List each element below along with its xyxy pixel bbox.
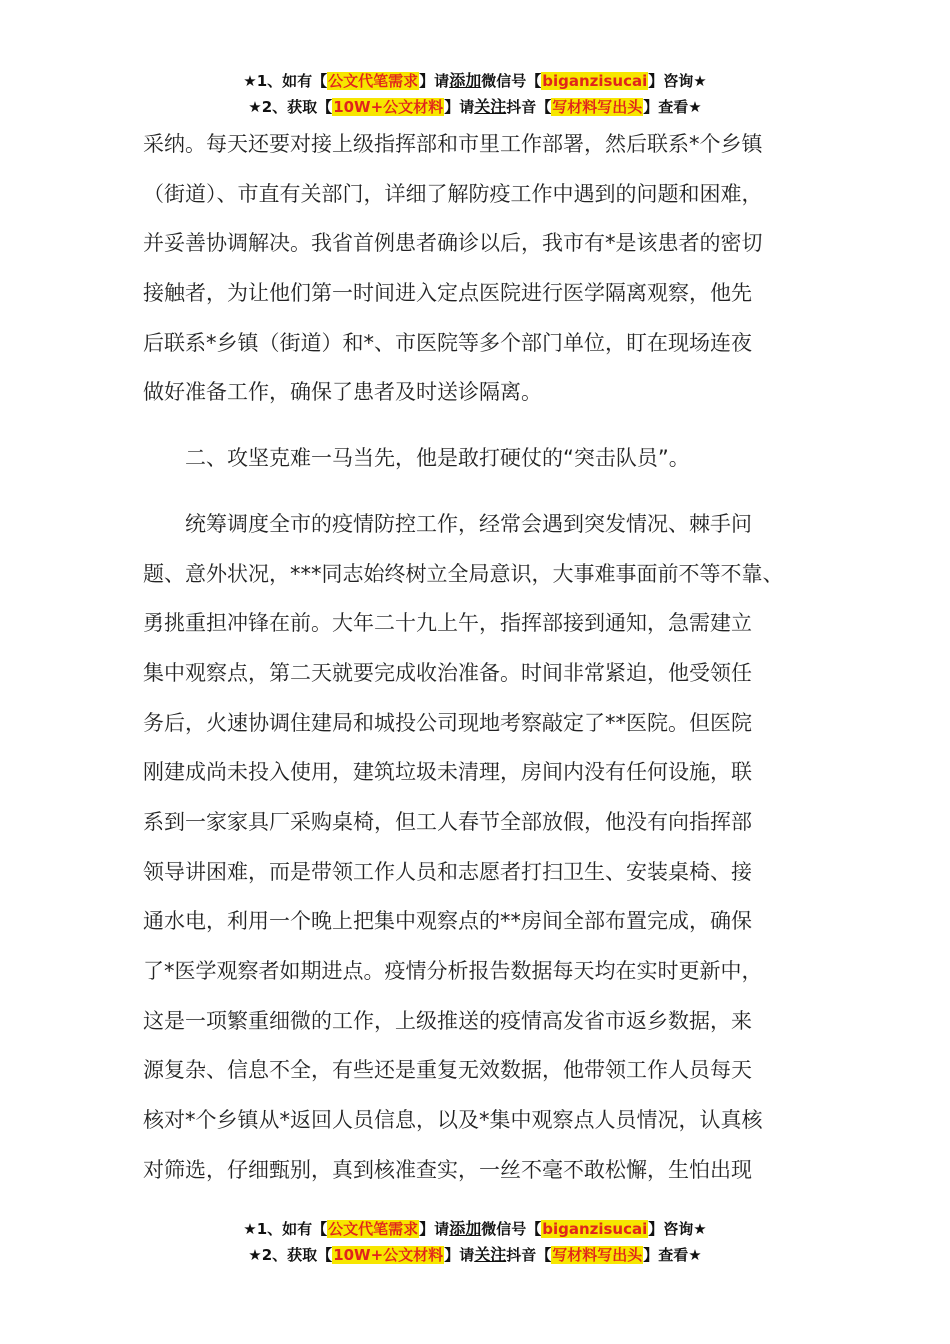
footer-highlight-service: 公文代笔需求 xyxy=(328,1220,419,1238)
text-line: 了*医学观察者如期进点。疫情分析报告数据每天均在实时更新中， xyxy=(143,959,763,983)
header-line-1 xyxy=(0,68,950,94)
text-line: 题、意外状况，***同志始终树立全局意识，大事难事面前不等不靠、 xyxy=(143,561,784,586)
text-line: 刚建成尚未投入使用，建筑垃圾未清理，房间内没有任何设施，联 xyxy=(143,760,752,785)
text-line: 统筹调度全市的疫情防控工作，经常会遇到突发情况、棘手问 xyxy=(143,511,752,536)
text-line: 通水电，利用一个晚上把集中观察点的**房间全部布置完成，确保 xyxy=(143,909,752,934)
footer-line-2-text: 】请 xyxy=(444,1246,475,1264)
footer-highlight-douyin: 写材料写出头 xyxy=(552,1246,643,1264)
footer-line-1-text: 微信号【 xyxy=(481,1220,542,1238)
header-line-2 xyxy=(0,94,950,120)
text-line: 核对*个乡镇从*返回人员信息，以及*集中观察点人员情况，认真核 xyxy=(143,1108,763,1133)
text-line: 源复杂、信息不全，有些还是重复无效数据，他带领工作人员每天 xyxy=(143,1058,752,1083)
text-line: 这是一项繁重细微的工作，上级推送的疫情高发省市返乡数据，来 xyxy=(143,1008,752,1033)
text-line: 对筛选，仔细甄别，真到核准查实，一丝不毫不敢松懈，生怕出现 xyxy=(143,1157,752,1182)
text-line: 并妥善协调解决。我省首例患者确诊以后，我市有*是该患者的密切 xyxy=(143,231,763,256)
header-line-1-text: ★1、如有【 xyxy=(243,72,328,90)
paragraph-1 xyxy=(143,120,819,418)
section-heading: 二、攻坚克难一马当先，他是敢打硬仗的“突击队员”。 xyxy=(143,446,690,471)
footer-line-1-text: ★1、如有【 xyxy=(243,1220,328,1238)
text-line: 采纳。每天还要对接上级指挥部和市里工作部署，然后联系*个乡镇 xyxy=(143,132,763,156)
text-line: 集中观察点，第二天就要完成收治准备。时间非常紧迫，他受领任 xyxy=(143,660,752,685)
footer-line-1 xyxy=(0,1216,950,1242)
header-line-1-text: 】咨询★ xyxy=(648,72,707,90)
text-line: 领导讲困难，而是带领工作人员和志愿者打扫卫生、安装桌椅、接 xyxy=(143,859,752,884)
text-line: 做好准备工作，确保了患者及时送诊隔离。 xyxy=(143,380,542,405)
header-line-1-text: 微信号【 xyxy=(481,72,542,90)
header-line-2-text: ★2、获取【 xyxy=(248,98,333,116)
footer-underline-add: 添加 xyxy=(449,1219,482,1238)
footer-line-2 xyxy=(0,1242,950,1268)
header-underline-add: 添加 xyxy=(449,71,482,90)
footer-line-2-text: ★2、获取【 xyxy=(248,1246,333,1264)
footer-line-2-text: 抖音【 xyxy=(506,1246,552,1264)
header-line-1-text: 】请 xyxy=(419,72,450,90)
text-line: 勇挑重担冲锋在前。大年二十九上午，指挥部接到通知，急需建立 xyxy=(143,611,752,636)
header-underline-follow: 关注 xyxy=(474,97,507,116)
paragraph-gap xyxy=(143,418,819,434)
header-highlight-wechat-id: biganzisucai xyxy=(542,72,648,90)
footer-line-1-text: 】咨询★ xyxy=(648,1220,707,1238)
header-line-2-text: 】请 xyxy=(444,98,475,116)
header-highlight-douyin: 写材料写出头 xyxy=(552,98,643,116)
footer-highlight-wechat-id: biganzisucai xyxy=(542,1220,648,1238)
footer-highlight-materials: 10W+公文材料 xyxy=(333,1246,444,1264)
header-highlight-materials: 10W+公文材料 xyxy=(333,98,444,116)
text-line: 接触者，为让他们第一时间进入定点医院进行医学隔离观察，他先 xyxy=(143,281,752,306)
text-line: 后联系*乡镇（街道）和*、市医院等多个部门单位，盯在现场连夜 xyxy=(143,330,752,355)
header-highlight-service: 公文代笔需求 xyxy=(328,72,419,90)
footer-line-1-text: 】请 xyxy=(419,1220,450,1238)
footer-banner xyxy=(0,1216,950,1268)
footer-line-2-text: 】查看★ xyxy=(643,1246,702,1264)
header-line-2-text: 抖音【 xyxy=(506,98,552,116)
paragraph-gap xyxy=(143,484,819,500)
header-banner xyxy=(0,68,950,120)
footer-underline-follow: 关注 xyxy=(474,1245,507,1264)
text-line: 系到一家家具厂采购桌椅，但工人春节全部放假，他没有向指挥部 xyxy=(143,809,752,834)
text-line: 务后，火速协调住建局和城投公司现地考察敲定了**医院。但医院 xyxy=(143,710,752,735)
text-line: （街道）、市直有关部门，详细了解防疫工作中遇到的问题和困难， xyxy=(143,181,763,206)
paragraph-2 xyxy=(143,500,819,1196)
header-line-2-text: 】查看★ xyxy=(643,98,702,116)
document-body xyxy=(143,120,819,1195)
